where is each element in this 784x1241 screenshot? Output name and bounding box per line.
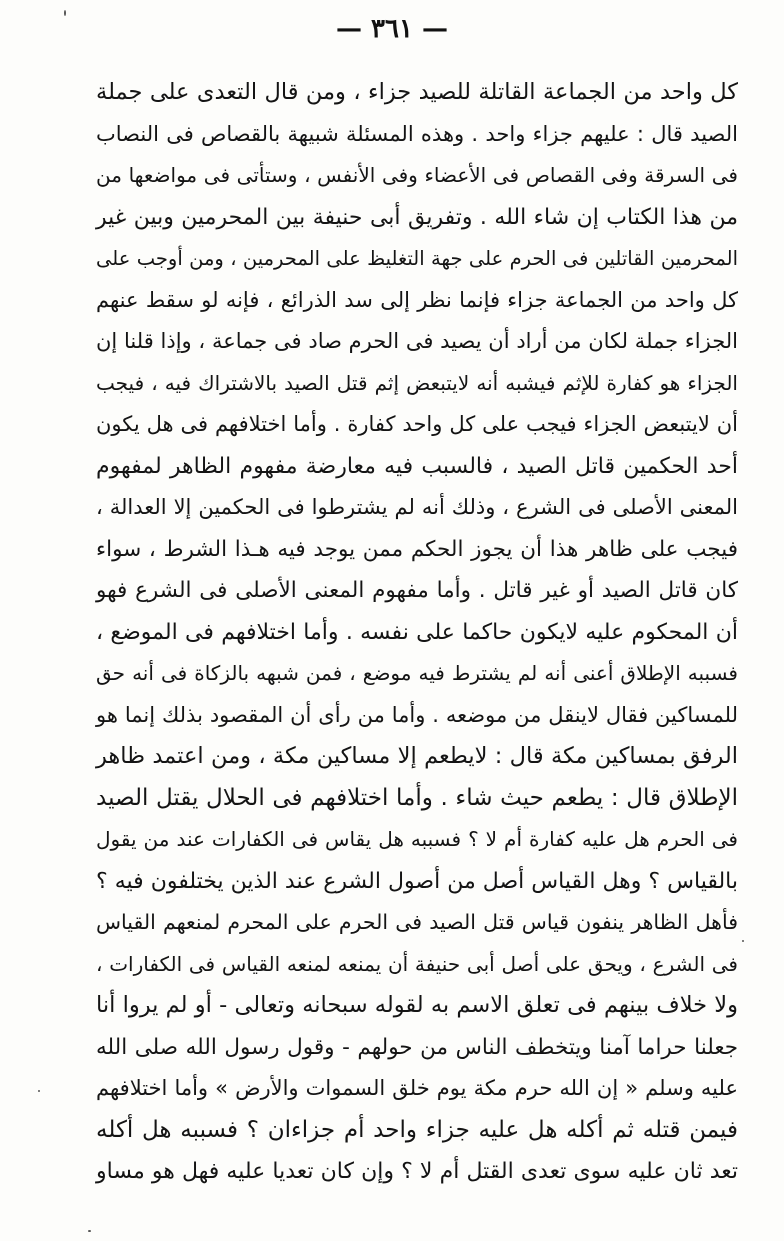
text-line: المحرمين القاتلين فى الحرم على جهة التغليظ على المحرمين ، ومن أوجب على — [96, 247, 738, 270]
text-line: كل واحد من الجماعة القاتلة للصيد جزاء ، ومن قال التعدى على جملة — [96, 79, 738, 105]
text-line: فى الشرع ، ويحق على أصل أبى حنيفة أن يمنعه لمنعه القياس فى الكفارات ، — [96, 951, 738, 976]
text-line: جعلنا حراما آمنا ويتخطف الناس من حولهم - وقول رسول الله صلى الله — [96, 1034, 738, 1060]
text-line: فى السرقة وفى القصاص فى الأعضاء وفى الأنفس ، وستأتى فى مواضعها من — [96, 163, 738, 187]
text-line: بالقياس ؟ وهل القياس أصل من أصول الشرع عند الذين يختلفون فيه ؟ — [96, 868, 738, 894]
text-line: أن المحكوم عليه لايكون حاكما على نفسه . وأما اختلافهم فى الموضع ، — [96, 619, 738, 645]
text-line: الجزاء هو كفارة للإثم فيشبه أنه لايتبعض إثم قتل الصيد بالاشتراك فيه ، فيجب — [96, 370, 738, 395]
text-line: الصيد قال : عليهم جزاء واحد . وهذه المسئلة شبيهة بالقصاص فى النصاب — [96, 121, 738, 146]
text-line: الجزاء جملة لكان من أراد أن يصيد فى الحرم صاد فى جماعة ، وإذا قلنا إن — [96, 329, 738, 353]
text-line: ولا خلاف بينهم فى تعلق الاسم به لقوله سبحانه وتعالى - أو لم يروا أنا — [96, 992, 738, 1018]
body-text — [96, 72, 738, 1193]
scan-speck — [742, 940, 744, 942]
scan-speck — [88, 1230, 91, 1232]
text-line: الإطلاق قال : يطعم حيث شاء . وأما اختلافهم فى الحلال يقتل الصيد — [96, 784, 738, 811]
text-line: أحد الحكمين قاتل الصيد ، فالسبب فيه معارضة مفهوم الظاهر لمفهوم — [96, 453, 738, 479]
scan-speck — [38, 1090, 40, 1092]
text-line: فأهل الظاهر ينفون قياس قتل الصيد فى الحرم على المحرم لمنعهم القياس — [96, 910, 738, 934]
text-line: كل واحد من الجماعة جزاء فإنما نظر إلى سد الذرائع ، فإنه لو سقط عنهم — [96, 287, 738, 312]
scan-speck — [64, 10, 66, 16]
text-line: الرفق بمساكين مكة قال : لايطعم إلا مساكين مكة ، ومن اعتمد ظاهر — [96, 743, 738, 769]
text-line: المعنى الأصلى فى الشرع ، وذلك أنه لم يشترطوا فى الحكمين إلا العدالة ، — [96, 495, 738, 519]
text-line: فيجب على ظاهر هذا أن يجوز الحكم ممن يوجد فيه هـذا الشرط ، سواء — [96, 536, 738, 562]
text-line: فيمن قتله ثم أكله هل عليه جزاء واحد أم جزاءان ؟ فسببه هل أكله — [96, 1116, 738, 1143]
text-line: تعد ثان عليه سوى تعدى القتل أم لا ؟ وإن كان تعديا عليه فهل هو مساو — [96, 1159, 738, 1184]
page-number: — ٣٦١ — — [335, 14, 449, 44]
text-line: أن لايتبعض الجزاء فيجب على كل واحد كفارة . وأما اختلافهم فى هل يكون — [96, 412, 738, 436]
text-line: من هذا الكتاب إن شاء الله . وتفريق أبى حنيفة بين المحرمين وبين غير — [96, 204, 738, 230]
text-line: فى الحرم هل عليه كفارة أم لا ؟ فسببه هل يقاس فى الكفارات عند من يقول — [96, 827, 738, 851]
text-line: كان قاتل الصيد أو غير قاتل . وأما مفهوم المعنى الأصلى فى الشرع فهو — [96, 578, 738, 603]
text-line: للمساكين فقال لاينقل من موضعه . وأما من رأى أن المقصود بذلك إنما هو — [96, 702, 738, 727]
text-line: عليه وسلم « إن الله حرم مكة يوم خلق السموات والأرض » وأما اختلافهم — [96, 1076, 738, 1100]
text-line: فسببه الإطلاق أعنى أنه لم يشترط فيه موضع ، فمن شبهه بالزكاة فى أنه حق — [96, 661, 738, 685]
